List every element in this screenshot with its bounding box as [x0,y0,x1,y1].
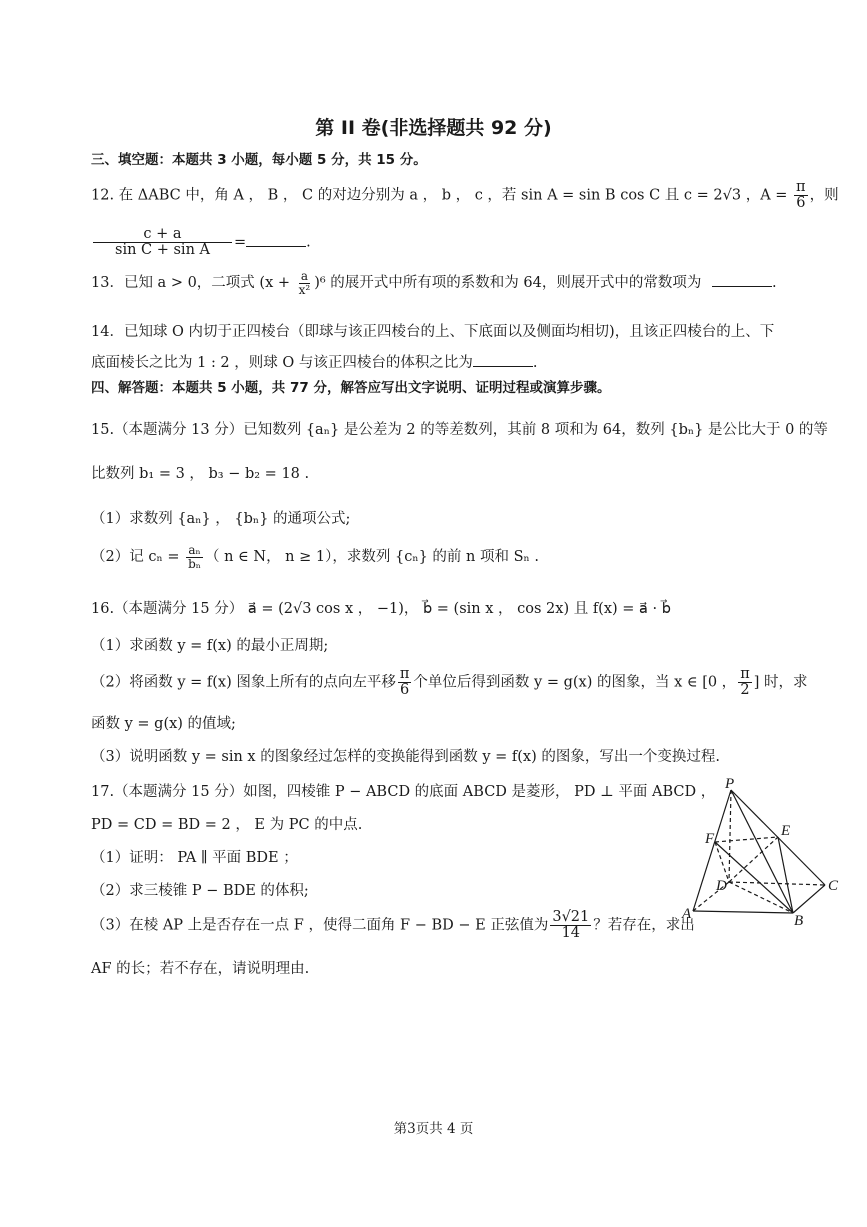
question-16-part2: （2）将函数 y = f(x) 图象上所有的点向左平移 $\frac{\pi}{6}$ 个单位后得到函数 y = g(x) 的图象，当 x ∈ [0 ， $\frac{\pi}{2}$ ] 时，求 [91,666,808,699]
q12-text: 在 ΔABC 中，角 A ， B ， C 的对边分别为 a ， b ， c ，若 sin A = sin B cos C 且 c = 2√3 ，A = [114,187,793,204]
question-17-part3-line2: AF 的长；若不存在，请说明理由. [91,961,310,977]
q12-pi-over-6: $\frac{\pi}{6}$ [796,179,806,212]
q13-text-a: 已知 a > 0，二项式 (x + [123,275,295,292]
question-12-line2: $\frac{c + a}{\text{sin C + sin A}}$ = . [91,227,311,258]
q12-then: ，则 [809,187,839,204]
question-16: 16.（本题满分 15 分） a⃗ = (2√3 cos x ， −1)， b⃗ = (sin x ， cos 2x) 且 f(x) = a⃗ · b⃗ [91,601,671,617]
q14-line1: 已知球 O 内切于正四棱台（即球与该正四棱台的上、下底面以及侧面均相切)，且该正四棱台的上、下 [123,324,775,340]
q12-fraction: $\frac{c + a}{\text{sin C + sin A}}$ [93,227,232,258]
q14-answer-blank[interactable] [473,365,533,367]
question-14 [91,320,774,341]
label-F: F [705,831,715,847]
q15-fraction: $\frac{\text{aₙ}}{\text{bₙ}}$ [188,543,201,571]
segment-FE [715,837,778,842]
edge-BC [793,885,825,913]
part3-heading: 三、填空题：本题共 3 小题，每小题 5 分，共 15 分。 [91,152,427,168]
question-16-part3: （3）说明函数 y = sin x 的图象经过怎样的变换能得到函数 y = f(x) 的图象，写出一个变换过程. [91,749,720,765]
label-P: P [725,776,735,792]
edge-PD [729,790,731,882]
label-B: B [794,913,804,929]
question-17-line2: PD = CD = BD = 2 ， E 为 PC 的中点. [91,817,363,833]
segment-DE [729,837,778,882]
question-17-part2: （2）求三棱锥 P − BDE 的体积; [91,883,309,899]
question-17-part3: （3）在棱 AP 上是否存在一点 F ，使得二面角 F − BD − E 正弦值为 $\frac{3√21}{14}$ ？若存在，求出 [91,909,695,942]
pyramid-figure [675,775,845,935]
q16-fraction-pi-6: $\frac{\pi}{6}$ [399,666,410,699]
label-A: A [682,906,692,922]
question-16-part1: （1）求函数 y = f(x) 的最小正周期; [91,638,329,654]
q13-answer-blank[interactable] [712,285,772,287]
question-16-part2-line2: 函数 y = g(x) 的值域; [91,716,236,732]
question-15: 15.（本题满分 13 分）已知数列 {aₙ} 是公差为 2 的等差数列，其前 8 项和为 64，数列 {bₙ} 是公比大于 0 的等 [91,422,828,438]
q17-fraction: $\frac{3√21}{14}$ [552,909,590,942]
q14-number: 14． [91,324,124,340]
q16-fraction-pi-2: $\frac{\pi}{2}$ [740,666,750,699]
q12-number: 12. [91,187,115,204]
question-15-part2: （2）记 cₙ = $\frac{\text{aₙ}}{\text{bₙ}}$ （ n ∈ N， n ≥ 1），求数列 {cₙ} 的前 n 项和 Sₙ . [91,543,540,571]
question-12 [91,180,839,211]
section-title: 第 II 卷(非选择题共 92 分) [315,117,552,139]
part4-heading: 四、解答题：本题共 5 小题，共 77 分，解答应写出文字说明、证明过程或演算步骤。 [91,380,611,396]
question-13: 13．已知 a > 0，二项式 (x + $\frac{a}{\text{x²}}$ )⁶ 的展开式中所有项的系数和为 64，则展开式中的常数项为 . [91,269,777,297]
q13-number: 13． [91,275,124,292]
label-C: C [828,878,839,894]
label-D: D [716,878,727,894]
q13-text-b: )⁶ 的展开式中所有项的系数和为 64，则展开式中的常数项为 [314,275,702,292]
segment-DB [729,882,793,913]
page-footer: 第3页共 4 页 [393,1121,474,1137]
question-17: 17.（本题满分 15 分）如图，四棱锥 P − ABCD 的底面 ABCD 是菱形， PD ⊥ 平面 ABCD ， [91,784,716,800]
question-15-part1: （1）求数列 {aₙ} ， {bₙ} 的通项公式; [91,511,351,527]
edge-AB [693,911,793,913]
label-E: E [781,823,791,839]
question-15-line2: 比数列 b₁ = 3 ， b₃ − b₂ = 18 . [91,466,310,482]
q12-equals: = [234,234,247,251]
q13-fraction: $\frac{a}{\text{x²}}$ [298,269,311,297]
question-17-part1: （1）证明： PA ∥ 平面 BDE ； [91,850,298,866]
question-14-line2: 底面棱长之比为 1 : 2 ，则球 O 与该正四棱台的体积之比为 . [91,355,538,371]
q12-answer-blank[interactable] [246,245,306,247]
